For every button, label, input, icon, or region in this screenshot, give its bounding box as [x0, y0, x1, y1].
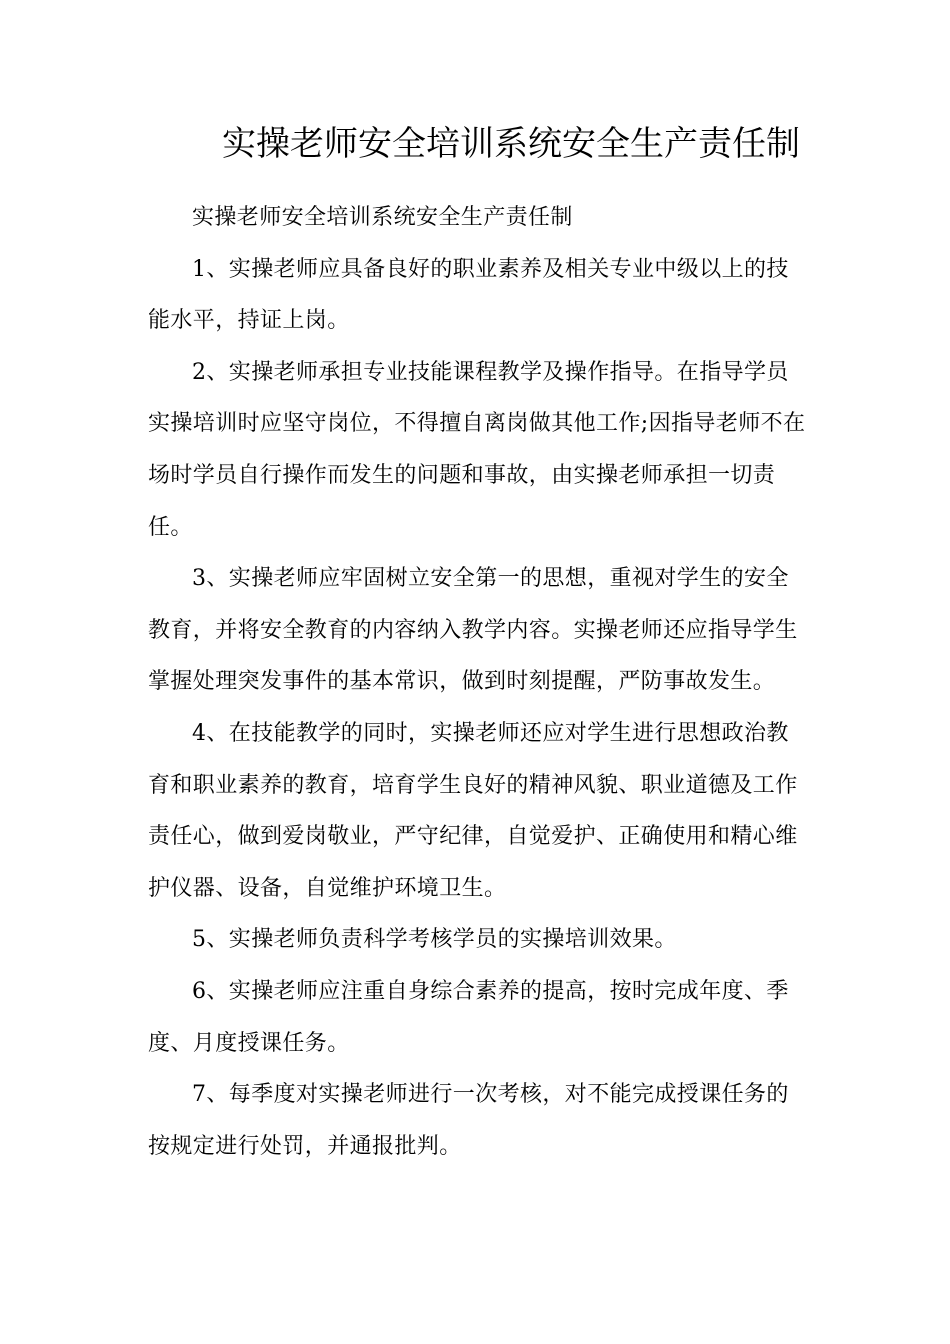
paragraph-item-4: 4、在技能教学的同时，实操老师还应对学生进行思想政治教育和职业素养的教育，培育学生良好的精神风貌、职业道德及工作责任心，做到爱岗敬业，严守纪律，自觉爱护、正确使用和精心维护仪器、设备，自觉维护环境卫生。: [148, 720, 798, 901]
paragraph-item-1: 1、实操老师应具备良好的职业素养及相关专业中级以上的技能水平，持证上岗。: [148, 256, 789, 334]
paragraph-item-5: 5、实操老师负责科学考核学员的实操培训效果。: [192, 927, 677, 953]
document-title: 实操老师安全培训系统安全生产责任制: [222, 124, 800, 164]
paragraph-item-2: 2、实操老师承担专业技能课程教学及操作指导。在指导学员实操培训时应坚守岗位，不得擅自离岗做其他工作;因指导老师不在场时学员自行操作而发生的问题和事故，由实操老师承担一切责任。: [148, 359, 806, 540]
document-body: [148, 192, 808, 1172]
paragraph-item-7: 7、每季度对实操老师进行一次考核，对不能完成授课任务的按规定进行处罚，并通报批判。: [148, 1082, 789, 1159]
paragraph-item-6: 6、实操老师应注重自身综合素养的提高，按时完成年度、季度、月度授课任务。: [148, 978, 789, 1056]
paragraph-subtitle: 实操老师安全培训系统安全生产责任制: [192, 205, 573, 230]
paragraph-item-3: 3、实操老师应牢固树立安全第一的思想，重视对学生的安全教育，并将安全教育的内容纳入教学内容。实操老师还应指导学生掌握处理突发事件的基本常识，做到时刻提醒，严防事故发生。: [148, 566, 798, 695]
